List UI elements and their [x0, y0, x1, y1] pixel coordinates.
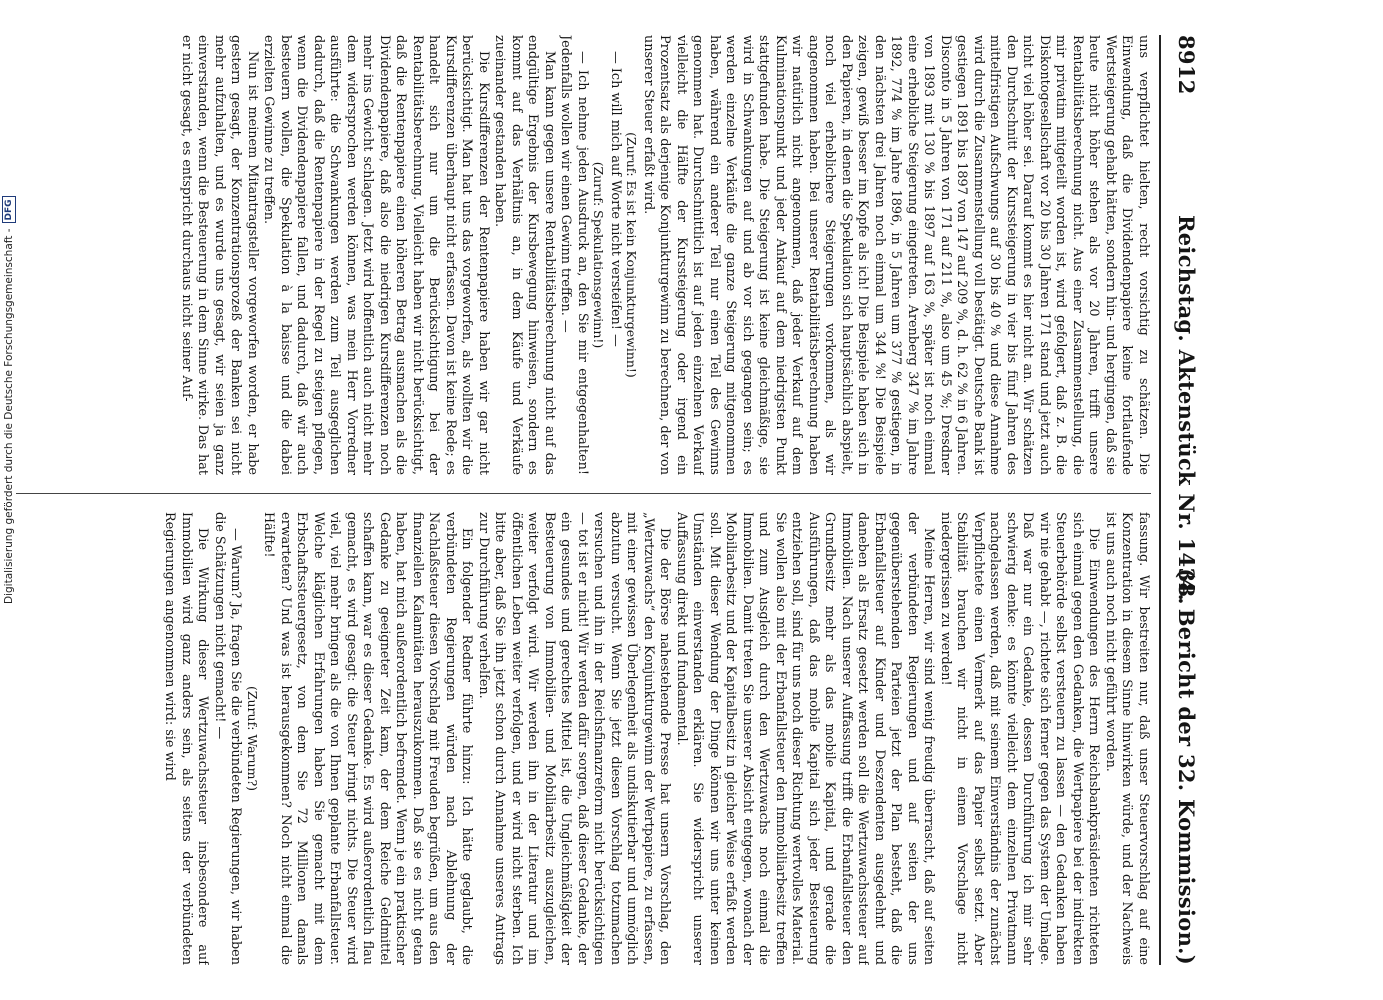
page-header	[1163, 35, 1199, 965]
dfg-logo: DFG	[2, 196, 16, 223]
interjection: (Zuruf: Spekulationsgewinn!)	[591, 161, 607, 349]
paragraph: Man kann gegen unsere Rentabilitätsberechnung nicht auf das endgültige Ergebnis der Kursbewegung hinweisen, sondern es kommt auf das Verhältnis an, in dem Käufe und Verkäufe zueinander gestanden haben.	[492, 35, 557, 475]
column-divider	[16, 493, 1151, 494]
paragraph: Die Einwendungen des Herrn Reichsbankpräsidenten richteten sich einmal gegen den Gedanken, die Wertpapiere bei der indirekten Steuerbehörde selbst versteuern zu lassen — den Gedanken haben wir nie gehabt —, richtete sich ferner gegen das System der Umlage. Daß war nur ein Gedanke, dessen Durchführung ich mir sehr schwierig denke: es könnte vielleicht dem einzelnen Privatmann nachgelassen werden, daß mit seinem Einverständnis der zunächst Verpflichtete einen Vermerk auf das Papier selbst setzt. Aber Stabilität brauchen wir nicht in einem Vorschlage nicht niedergerissen zu werden!	[938, 512, 1102, 965]
left-column	[6, 35, 1151, 475]
paragraph: Die Kursdifferenzen der Rentenpapiere haben wir gar nicht berücksichtigt. Man hat uns das vorgeworfen, als wollten wir die Kursdifferenzen überhaupt nicht erfassen. Davon ist keine Rede; es handelt sich nur um die Berücksichtigung bei der Rentabilitätsberechnung. Vielleicht haben wir nicht berücksichtigt, daß die Rentenpapiere einen höheren Betrag ausmachen als die Dividendenpapiere, daß also die niedrigen Kursdifferenzen noch mehr ins Gewicht schlagen. Jetzt wird hoffentlich auch nicht mehr dem widersprochen werden können, was mein Herr Vorredner ausführte: die Schwankungen werden zum Teil ausgeglichen dadurch, daß die Rentenpapiere in der Regel zu steigen pflegen, wenn die Dividendenpapiere fallen, und dadurch, daß wir auch besteuern wollen, die Spekulation à la baisse und die dabei erzielten Gewinne zu treffen.	[261, 35, 491, 475]
paragraph: — Ich will mich auf Worte nicht versteifen! —	[608, 51, 623, 347]
paragraph: Die der Börse nahestehende Presse hat unsern Vorschlag, den „Wertzuwachs“ den Konjunkturgewinn der Wertpapiere, zu erfassen, mit einer gewissen Überlegenheit als undiskutierbar und unmöglich abzutun versucht. Wenn Sie jetzt diesen Vorschlag totzumachen versuchen und ihn in der Reichsfinanzreform nicht berücksichtigen — tot ist er nicht! Wir werden dafür sorgen, daß dieser Gedanke, der ein gesundes und gerechtes Mittel ist, die Ungleichmäßigkeit der Besteuerung von Immobilien- und Mobiliarbesitz auszugleichen, weiter verfolgt wird. Wir werden ihn in der Literatur und im öffentlichen Leben weiter verfolgen, und er wird nicht sterben. Ich bitte aber, daß Sie ihn jetzt schon durch Annahme unseres Antrags zur Durchführung verhelfen.	[476, 512, 673, 965]
paragraph: — Ich nehme jeden Ausdruck an, den Sie mir entgegenhalten! Jedenfalls wollen wir einen Gewinn treffen. —	[558, 35, 590, 475]
paragraph: fassung. Wir bestreiten nur, daß unser Steuervorschlag auf eine Konzentration in diesem Sinne hinwirken würde, und der Nachweis ist uns auch noch nicht geführt worden.	[1103, 512, 1151, 965]
section-context: (4. Bericht der 32. Kommission.)	[1174, 568, 1199, 965]
paragraph: Nun ist meinem Mitantragsteller vorgeworfen worden, er habe gestern gesagt, der Konzentrationsprozeß der Banken sei nicht mehr aufzuhalten, und es wurde uns gesagt, wir seien ja ganz einverstanden, wenn die Besteuerung in dem Sinne wirke. Das hat er nicht gesagt, es entspricht durchaus nicht seiner Auf-	[179, 35, 260, 475]
right-column	[6, 512, 1151, 965]
paragraph: Die Wirkung dieser Wertzuwachssteuer insbesondere auf Immobilien wird ganz anders sein, als seitens der verbündeten Regierungen angenommen wird: sie wird	[162, 512, 211, 965]
paragraph: Meine Herren, wir sind wenig freudig überrascht, daß auf seiten der verbündeten Regierungen und auf seiten der uns gegenüberstehenden Parteien jetzt der Plan besteht, daß die Erbanfallsteuer auf Kinder und Deszendenten ausgedehnt und daneben als Ersatz gesetzt werden soll die Wertzuwachssteuer auf Immobilien. Nach unserer Auffassung trifft die Erbanfallsteuer den Grundbesitz mehr als das mobile Kapital, und gerade die Ausführungen, daß das mobile Kapital sich jeder Besteuerung entziehen soll, sind für uns noch dieser Richtung wertvolles Material. Sie wollen also mit der Erbanfallsteuer den Immobiliarbesitz treffen und zum Ausgleich durch den Wertzuwachs noch einmal die Immobilien. Damit treten Sie unserer Absicht entgegen, wonach der Mobiliarbesitz und der Kapitalbesitz in gleicher Weise erfaßt werden soll. Mit dieser Wendung der Dinge können wir uns unter keinen Umständen einverstanden erklären. Sie widerspricht unserer Auffassung direkt und fundamental.	[674, 512, 937, 965]
interjection: (Zuruf: Warum?)	[245, 685, 260, 792]
digitization-credit	[2, 199, 16, 604]
interjection: (Zuruf: Es ist kein Konjunkturgewinn!)	[624, 132, 640, 378]
page-number: 8912	[1174, 35, 1199, 95]
paragraph: — Warum? Ja, fragen Sie die verbündeten Regierungen, wir haben die Schätzungen nicht gemacht! —	[212, 512, 244, 965]
paragraph: Ein folgender Redner führte hinzu: Ich hätte geglaubt, die verbündeten Regierungen würden nach Ablehnung der Nachlaßsteuer diesen Vorschlag mit Freuden begrüßen, um aus den finanziellen Kalamitäten herauszukommen. Daß sie es nicht getan haben, hat mich außerordentlich befremdet. Wenn je ein praktischer Gedanke zu geeigneter Zeit kam, der dem Reiche Geldmittel schaffen kann, war es dieser Gedanke. Es wird außerordentlich flau gemacht, es wird gesagt: die Steuer bringt nichts. Die Steuer wird viel, viel mehr bringen als die von Ihnen geplante Erbanfallsteuer. Welche kläglichen Erfahrungen haben Sie gemacht mit dem Erbschaftssteuergesetz, von dem Sie 72 Millionen damals erwarteten? Und was ist herausgekommen? Noch nicht einmal die Hälfte!	[261, 512, 475, 965]
paragraph: uns verpflichtet hielten, recht vorsichtig zu schätzen. Die Einwendung, daß die Dividendenpapiere keine fortlaufende Wertsteigerung gehabt hätten, sondern hin- und hergingen, daß sie heute nicht höher stehen als vor 20 Jahren, trifft unsere Rentabilitätsberechnung nicht. Aus einer Zusammenstellung, die mir privatim mitgeteilt worden ist, wird gefolgert, daß z. B. die Diskontogesellschaft vor 20 bis 30 Jahren 171 stand und jetzt auch nicht viel höher sei. Darauf kommt es hier nicht an. Wir schätzen den Durchschnitt der Kurssteigerung in vier bis fünf Jahren des mittelfristigen Aufschwungs auf 30 bis 40 % und diese Annahme wird durch die Zusammenstellung voll bestätigt. Deutsche Bank ist gestiegen 1891 bis 1897 von 147 auf 209 %, d. h. 62 % in 6 Jahren. Disconto in 5 Jahren von 171 auf 211 %, also um 45 %; Dresdner von 1893 mit 130 % bis 1897 auf 163 %, später ist noch einmal eine erhebliche Steigerung eingetreten. Arenberg 347 % im Jahre 1892, 774 % im Jahre 1896, in 5 Jahren um 377 % gestiegen, in den nächsten drei Jahren noch einmal um 344 %! Die Beispiele zeigen, gewiß besser im Kopfe als ich! Die Beispiele haben sich in den Papieren, in denen die Spekulation sich hauptsächlich abspielt, noch viel erheblichere Steigerungen vorkommen, als wir angenommen haben. Bei unserer Rentabilitätsberechnung haben wir natürlich nicht angenommen, daß jeder Verkauf auf dem Kulminationspunkt und jeder Ankauf auf dem niedrigsten Punkt stattgefunden habe. Die Steigerung ist keine gleichmäßige, sie wird in Schwankungen auf und ab vor sich gegangen sein; es werden einzelne Verkäufe die ganze Steigerung mitgenommen haben, während ein anderer Teil nur einen Teil des Gewinns genommen hat. Durchschnittlich ist auf jeden einzelnen Verkauf vielleicht die Hälfte der Kurssteigerung oder irgend ein Prozentsatz als derjenige Konjunkturgewinn zu berechnen, der von unserer Steuer erfaßt wird.	[641, 35, 1151, 475]
running-title: Reichstag. Aktenstück Nr. 1438.	[1174, 215, 1199, 605]
credit-text: Digitalisierung gefördert durch die Deutsche Forschungsgemeinschaft -	[3, 228, 15, 604]
header-rule	[1159, 35, 1161, 965]
